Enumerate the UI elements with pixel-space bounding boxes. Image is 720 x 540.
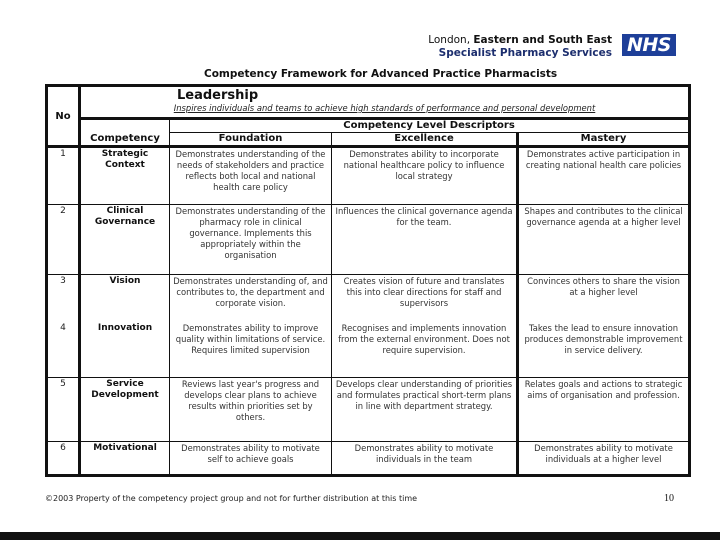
foundation-cell: Demonstrates ability to motivate self to achieve goals	[170, 442, 332, 476]
table-row	[47, 275, 690, 322]
foundation-cell: Demonstrates understanding of the pharmacy role in clinical governance. Implements this appropriately within the organisation	[170, 205, 332, 275]
row-number: 5	[47, 378, 80, 442]
competency-name: Innovation	[80, 322, 170, 378]
table-row	[47, 442, 690, 476]
foundation-cell: Demonstrates understanding of the needs of stakeholders and practice reflects both local and national health care policy	[170, 147, 332, 205]
excellence-cell: Recognises and implements innovation from the external environment. Does not require supervision.	[332, 322, 518, 378]
mastery-cell: Demonstrates active participation in creating national health care policies	[518, 147, 690, 205]
organisation-name	[428, 34, 612, 60]
row-number: 1	[47, 147, 80, 205]
excellence-cell: Demonstrates ability to incorporate national healthcare policy to influence local strategy	[332, 147, 518, 205]
table-row	[47, 147, 690, 205]
foundation-cell: Reviews last year's progress and develops clear plans to achieve results within priorities set by others.	[170, 378, 332, 442]
competency-name: Strategic Context	[80, 147, 170, 205]
competency-table	[45, 84, 691, 477]
row-number: 4	[47, 322, 80, 378]
level-descriptors-header: Competency Level Descriptors	[170, 119, 690, 133]
cluster-title: Leadership	[177, 88, 259, 103]
page-number: 10	[664, 493, 674, 504]
table-row	[47, 322, 690, 378]
mastery-cell: Takes the lead to ensure innovation produces demonstrable improvement in service delivery.	[518, 322, 690, 378]
document-title: Competency Framework for Advanced Practice Pharmacists	[204, 68, 558, 80]
no-header: No	[47, 86, 80, 147]
cluster-header	[80, 86, 690, 119]
foundation-cell: Demonstrates ability to improve quality within limitations of service. Requires limited supervision	[170, 322, 332, 378]
competency-name: Clinical Governance	[80, 205, 170, 275]
foundation-header: Foundation	[170, 133, 332, 147]
excellence-cell: Develops clear understanding of priorities and formulates practical short-term plans in line with department strategy.	[332, 378, 518, 442]
mastery-cell: Shapes and contributes to the clinical governance agenda at a higher level	[518, 205, 690, 275]
row-number: 3	[47, 275, 80, 322]
mastery-cell: Demonstrates ability to motivate individuals at a higher level	[518, 442, 690, 476]
competency-name: Service Development	[80, 378, 170, 442]
competency-name: Motivational	[80, 442, 170, 476]
org-line-2: Specialist Pharmacy Services	[438, 47, 612, 59]
mastery-cell: Relates goals and actions to strategic aims of organisation and profession.	[518, 378, 690, 442]
copyright-footer: ©2003 Property of the competency project group and not for further distribution at this time	[45, 494, 418, 503]
row-number: 2	[47, 205, 80, 275]
org-line-1: London, Eastern and South East	[428, 34, 612, 46]
bottom-border-bar	[0, 532, 720, 540]
competency-header: Competency	[80, 119, 170, 147]
excellence-cell: Demonstrates ability to motivate individuals in the team	[332, 442, 518, 476]
cluster-description: Inspires individuals and teams to achieve high standards of performance and personal development	[173, 103, 596, 113]
table-row	[47, 378, 690, 442]
mastery-header: Mastery	[518, 133, 690, 147]
nhs-logo: NHS	[622, 34, 676, 56]
table-row	[47, 205, 690, 275]
competency-name: Vision	[80, 275, 170, 322]
foundation-cell: Demonstrates understanding of, and contributes to, the department and corporate vision.	[170, 275, 332, 322]
excellence-cell: Influences the clinical governance agenda for the team.	[332, 205, 518, 275]
mastery-cell: Convinces others to share the vision at a higher level	[518, 275, 690, 322]
excellence-header: Excellence	[332, 133, 518, 147]
row-number: 6	[47, 442, 80, 476]
excellence-cell: Creates vision of future and translates this into clear directions for staff and supervisors	[332, 275, 518, 322]
